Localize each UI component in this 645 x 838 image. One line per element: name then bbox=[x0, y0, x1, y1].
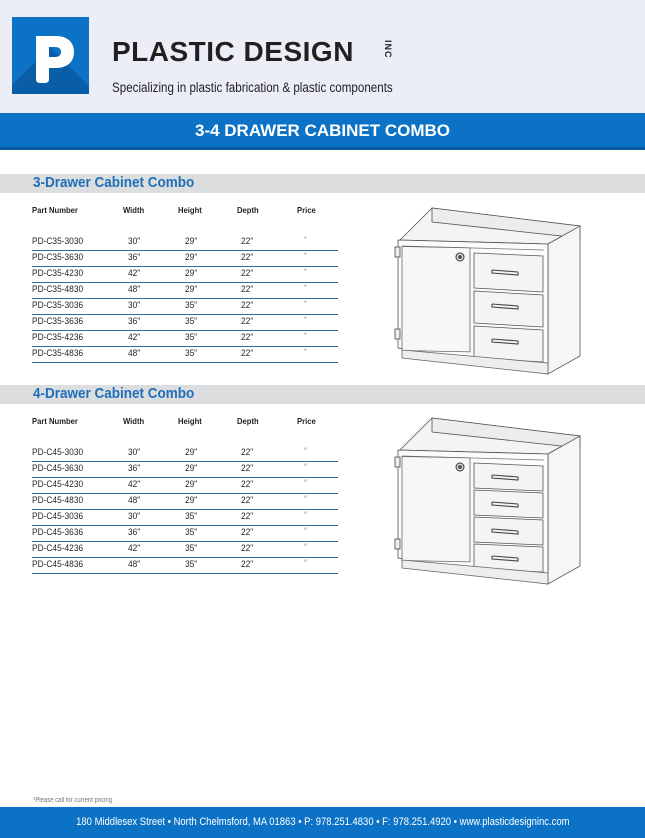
cell-height: 29" bbox=[185, 447, 198, 458]
cell-part-number: PD-C45-3030 bbox=[32, 447, 84, 458]
cell-price: * bbox=[304, 347, 307, 356]
cell-price: * bbox=[304, 283, 307, 292]
column-header-part-number: Part Number bbox=[32, 416, 78, 426]
cell-width: 36" bbox=[128, 252, 141, 263]
company-name: PLASTIC DESIGN bbox=[112, 36, 354, 67]
table-row bbox=[32, 266, 338, 283]
title-banner bbox=[0, 113, 645, 150]
cell-depth: 22" bbox=[241, 559, 254, 570]
cell-depth: 22" bbox=[241, 463, 254, 474]
cell-height: 35" bbox=[185, 332, 198, 343]
cell-price: * bbox=[304, 542, 307, 551]
column-header-price: Price bbox=[297, 416, 316, 426]
cell-price: * bbox=[304, 510, 307, 519]
cell-width: 36" bbox=[128, 316, 141, 327]
column-header-part-number: Part Number bbox=[32, 205, 78, 215]
cell-height: 29" bbox=[185, 479, 198, 490]
table-row bbox=[32, 330, 338, 347]
cell-price: * bbox=[304, 267, 307, 276]
column-header-price: Price bbox=[297, 205, 316, 215]
cell-width: 48" bbox=[128, 284, 141, 295]
cell-height: 35" bbox=[185, 348, 198, 359]
cell-depth: 22" bbox=[241, 495, 254, 506]
cell-width: 42" bbox=[128, 479, 141, 490]
cell-part-number: PD-C45-4830 bbox=[32, 495, 84, 506]
cell-depth: 22" bbox=[241, 236, 254, 247]
cell-width: 48" bbox=[128, 348, 141, 359]
cell-height: 35" bbox=[185, 543, 198, 554]
table-row bbox=[32, 234, 338, 251]
cell-height: 35" bbox=[185, 300, 198, 311]
table-row bbox=[32, 346, 338, 363]
cell-width: 42" bbox=[128, 268, 141, 279]
company-logo bbox=[12, 17, 89, 94]
cell-height: 29" bbox=[185, 463, 198, 474]
cell-height: 35" bbox=[185, 559, 198, 570]
cell-height: 35" bbox=[185, 527, 198, 538]
cell-depth: 22" bbox=[241, 447, 254, 458]
cell-height: 35" bbox=[185, 316, 198, 327]
section-title: 3-Drawer Cabinet Combo bbox=[33, 174, 195, 191]
table-row bbox=[32, 314, 338, 331]
cell-part-number: PD-C35-4830 bbox=[32, 284, 84, 295]
cell-price: * bbox=[304, 446, 307, 455]
cell-width: 36" bbox=[128, 463, 141, 474]
section-title: 4-Drawer Cabinet Combo bbox=[33, 385, 195, 402]
cell-height: 29" bbox=[185, 268, 198, 279]
page-footer bbox=[0, 807, 645, 838]
cell-part-number: PD-C45-3036 bbox=[32, 511, 84, 522]
cabinet-4-drawer-illustration bbox=[380, 408, 590, 588]
cell-price: * bbox=[304, 494, 307, 503]
cell-price: * bbox=[304, 299, 307, 308]
cell-width: 36" bbox=[128, 527, 141, 538]
cell-depth: 22" bbox=[241, 316, 254, 327]
table-row bbox=[32, 509, 338, 526]
cell-part-number: PD-C45-4230 bbox=[32, 479, 84, 490]
cell-part-number: PD-C45-3630 bbox=[32, 463, 84, 474]
cell-part-number: PD-C35-3036 bbox=[32, 300, 84, 311]
table-row bbox=[32, 525, 338, 542]
table-row bbox=[32, 461, 338, 478]
cell-width: 42" bbox=[128, 543, 141, 554]
column-header-width: Width bbox=[123, 416, 145, 426]
cell-depth: 22" bbox=[241, 284, 254, 295]
table-row bbox=[32, 445, 338, 462]
cell-price: * bbox=[304, 235, 307, 244]
cell-price: * bbox=[304, 251, 307, 260]
section-header-4-drawer bbox=[0, 385, 645, 404]
tagline: Specializing in plastic fabrication & plastic components bbox=[112, 80, 393, 95]
cell-width: 30" bbox=[128, 447, 141, 458]
cell-part-number: PD-C35-3636 bbox=[32, 316, 84, 327]
p-logo-icon bbox=[12, 17, 89, 94]
page-title: 3-4 DRAWER CABINET COMBO bbox=[194, 121, 450, 140]
cell-height: 29" bbox=[185, 252, 198, 263]
cell-depth: 22" bbox=[241, 252, 254, 263]
cell-part-number: PD-C35-4230 bbox=[32, 268, 84, 279]
page-header bbox=[0, 0, 645, 113]
column-header-depth: Depth bbox=[237, 416, 259, 426]
cell-part-number: PD-C35-4236 bbox=[32, 332, 84, 343]
cell-depth: 22" bbox=[241, 332, 254, 343]
cell-height: 29" bbox=[185, 236, 198, 247]
cell-depth: 22" bbox=[241, 511, 254, 522]
table-row bbox=[32, 493, 338, 510]
cell-price: * bbox=[304, 462, 307, 471]
column-header-height: Height bbox=[178, 205, 202, 215]
cell-part-number: PD-C35-3030 bbox=[32, 236, 84, 247]
cell-depth: 22" bbox=[241, 300, 254, 311]
cell-part-number: PD-C35-3630 bbox=[32, 252, 84, 263]
cell-height: 29" bbox=[185, 284, 198, 295]
company-suffix: INC bbox=[383, 40, 393, 59]
cell-depth: 22" bbox=[241, 479, 254, 490]
cell-depth: 22" bbox=[241, 543, 254, 554]
cell-price: * bbox=[304, 315, 307, 324]
cell-part-number: PD-C35-4836 bbox=[32, 348, 84, 359]
cell-width: 48" bbox=[128, 559, 141, 570]
table-row bbox=[32, 298, 338, 315]
table-row bbox=[32, 541, 338, 558]
cell-price: * bbox=[304, 526, 307, 535]
pricing-footnote: *Please call for current pricing bbox=[33, 797, 113, 804]
cell-width: 30" bbox=[128, 236, 141, 247]
cell-price: * bbox=[304, 478, 307, 487]
cabinet-3-drawer-illustration bbox=[380, 198, 590, 378]
cell-width: 48" bbox=[128, 495, 141, 506]
column-header-height: Height bbox=[178, 416, 202, 426]
cell-depth: 22" bbox=[241, 527, 254, 538]
cell-part-number: PD-C45-3636 bbox=[32, 527, 84, 538]
section-header-3-drawer bbox=[0, 174, 645, 193]
cell-part-number: PD-C45-4836 bbox=[32, 559, 84, 570]
cell-width: 30" bbox=[128, 300, 141, 311]
cell-width: 30" bbox=[128, 511, 141, 522]
cell-width: 42" bbox=[128, 332, 141, 343]
cell-depth: 22" bbox=[241, 348, 254, 359]
cell-part-number: PD-C45-4236 bbox=[32, 543, 84, 554]
cell-height: 29" bbox=[185, 495, 198, 506]
cell-price: * bbox=[304, 331, 307, 340]
column-header-width: Width bbox=[123, 205, 145, 215]
table-row bbox=[32, 282, 338, 299]
cell-depth: 22" bbox=[241, 268, 254, 279]
table-row bbox=[32, 557, 338, 574]
cell-height: 35" bbox=[185, 511, 198, 522]
footer-contact-info: 180 Middlesex Street • North Chelmsford, MA 01863 • P: 978.251.4830 • F: 978.251.4920 • www.plasticdesigninc.com bbox=[75, 816, 570, 828]
table-row bbox=[32, 250, 338, 267]
column-header-depth: Depth bbox=[237, 205, 259, 215]
table-row bbox=[32, 477, 338, 494]
cell-price: * bbox=[304, 558, 307, 567]
